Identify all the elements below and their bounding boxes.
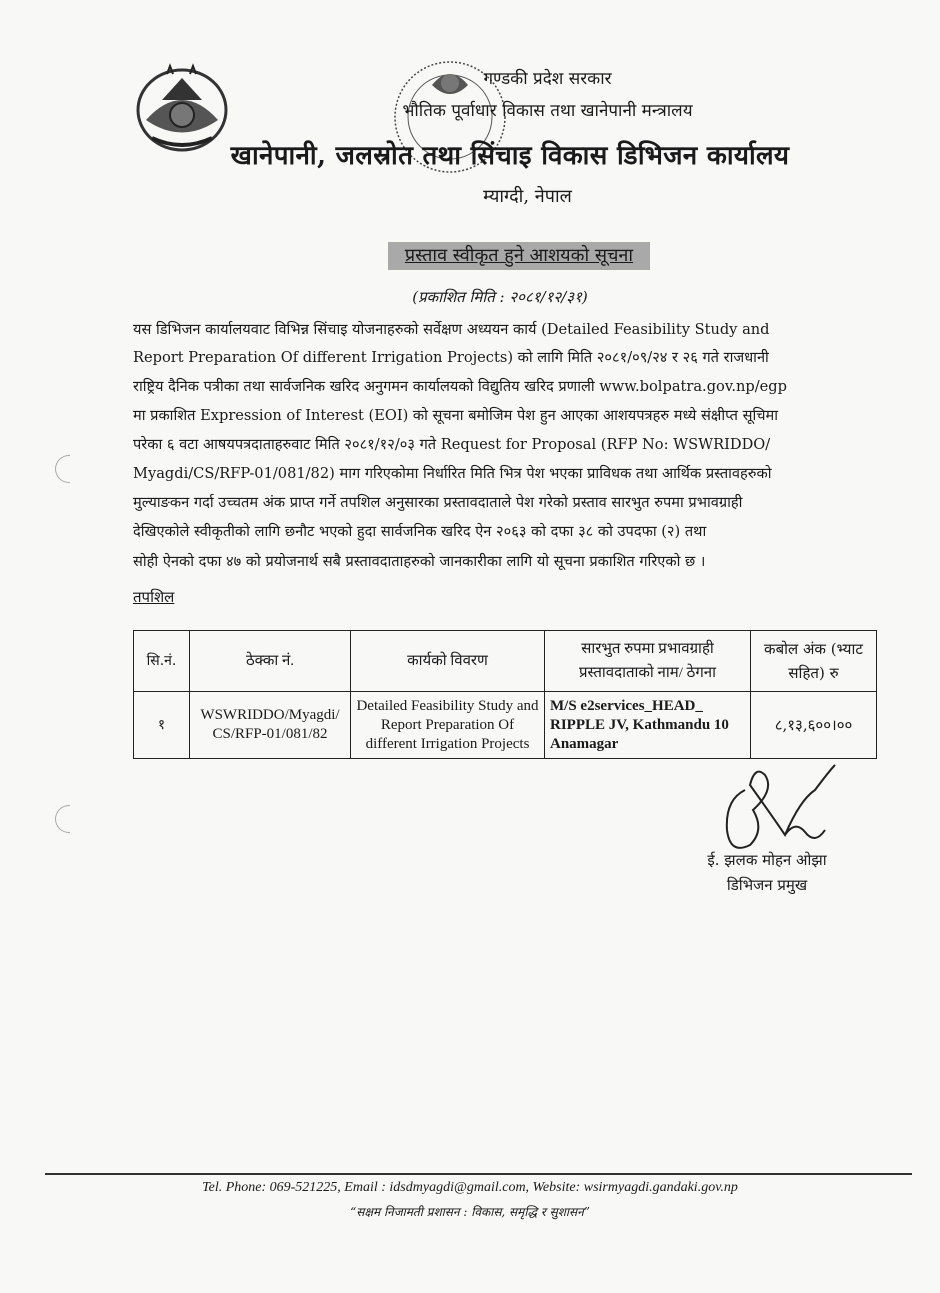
body-line: सोही ऐनको दफा ४७ को प्रयोजनार्थ सबै प्रस्तावदाताहरुको जानकारीका लागि यो सूचना प्रकाशित गरिएको छ ।: [133, 553, 706, 570]
punch-hole-mark: [55, 805, 70, 833]
col-header-description: कार्यको विवरण: [351, 631, 545, 692]
footer-motto: “सक्षम निजामती प्रशासन : विकास, समृद्धि र सुशासन”: [350, 1205, 590, 1219]
header-location: म्याग्दी, नेपाल: [483, 186, 572, 207]
cell-amount: ८,१३,६००।००: [751, 692, 877, 759]
body-line: मुल्याङकन गर्दा उच्चतम अंक प्राप्त गर्ने तपशिल अनुसारका प्रस्तावदाताले पेश गरेको प्रस्ताव सारभुत रुपमा प्रभावग्राही: [133, 494, 743, 511]
header-ministry: भौतिक पूर्वाधार विकास तथा खानेपानी मन्त्रालय: [402, 101, 693, 121]
col-header-sn: सि.नं.: [134, 631, 190, 692]
body-line: Myagdi/CS/RFP-01/081/82) माग गरिएकोमा निर्धारित मिति भित्र पेश भएका प्राविधक तथा आर्थिक प्रस्तावहरुको: [133, 465, 772, 482]
cell-contract-no: WSWRIDDO/Myagdi/ CS/RFP-01/081/82: [190, 692, 351, 759]
notice-title: प्रस्ताव स्वीकृत हुने आशयको सूचना: [388, 242, 650, 270]
body-line: Report Preparation Of different Irrigation Projects) को लागि मिति २०८१/०९/२४ र २६ गते राजधानी: [133, 349, 769, 366]
signatory-name: ई. झलक मोहन ओझा: [707, 851, 827, 869]
table-header-row: [134, 631, 877, 692]
signatory-title: डिभिजन प्रमुख: [726, 876, 808, 894]
table-row: [134, 692, 877, 759]
award-table: [133, 630, 877, 759]
cell-description: Detailed Feasibility Study and Report Preparation Of different Irrigation Projects: [351, 692, 545, 759]
footer-divider: [45, 1173, 912, 1175]
tapashil-heading: तपशिल: [133, 588, 175, 606]
cell-bidder: M/S e2services_HEAD_ RIPPLE JV, Kathmandu 10 Anamagar: [545, 692, 751, 759]
col-header-bidder: सारभुत रुपमा प्रभावग्राही प्रस्तावदाताको नाम/ ठेगना: [545, 631, 751, 692]
published-date: (प्रकाशित मिति : २०८१/१२/३१): [412, 288, 588, 306]
col-header-amount: कबोल अंक (भ्याट सहित) रु: [751, 631, 877, 692]
header-province: गण्डकी प्रदेश सरकार: [483, 69, 612, 89]
body-line: मा प्रकाशित Expression of Interest (EOI) को सूचना बमोजिम पेश हुन आएका आशयपत्रहरु मध्ये संक्षीप्त सूचिमा: [133, 407, 779, 424]
punch-hole-mark: [55, 455, 70, 483]
cell-sn: १: [134, 692, 190, 759]
body-line: यस डिभिजन कार्यालयवाट विभिन्न सिंचाइ योजनाहरुको सर्वेक्षण अध्ययन कार्य (Detailed Feasibility Study and: [133, 321, 770, 338]
body-line: राष्ट्रिय दैनिक पत्रीका तथा सार्वजनिक खरिद अनुगमन कार्यालयको विद्युतिय खरिद प्रणाली www.bolpatra.gov.np/egp: [133, 378, 787, 395]
body-line: परेका ६ वटा आषयपत्रदाताहरुवाट मिति २०८१/१२/०३ गते Request for Proposal (RFP No: WSWRIDDO/: [133, 436, 771, 453]
footer-contact: Tel. Phone: 069-521225, Email : idsdmyagdi@gmail.com, Website: wsirmyagdi.gandaki.gov.np: [202, 1180, 738, 1195]
body-line: देखिएकोले स्वीकृतीको लागि छनौट भएको हुदा सार्वजनिक खरिद ऐन २०६३ को दफा ३८ को उपदफा (२) तथा: [133, 523, 707, 540]
header-office-name: खानेपानी, जलस्रोत तथा सिंचाइ विकास डिभिजन कार्यालय: [230, 141, 790, 171]
col-header-contract-no: ठेक्का नं.: [190, 631, 351, 692]
